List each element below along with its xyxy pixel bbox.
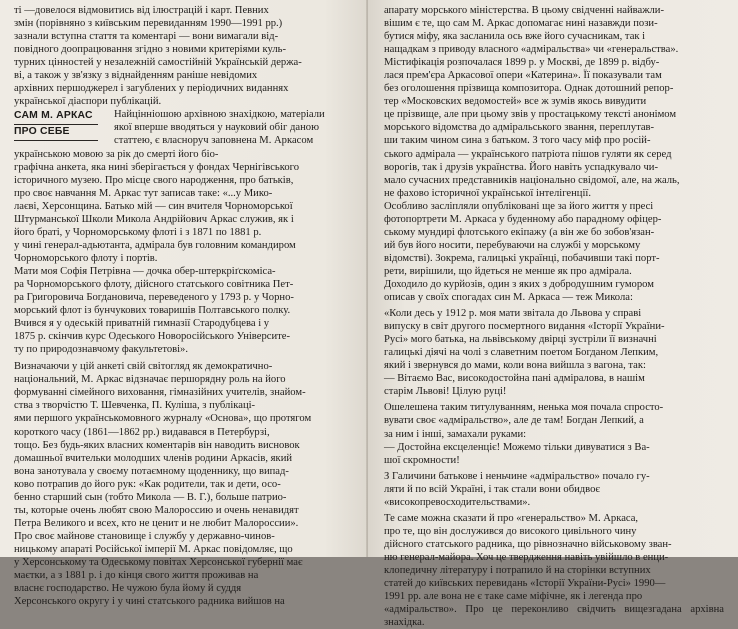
text-line: власнє господарство. Не чужою була йому й суддя xyxy=(14,583,242,595)
heading-rule xyxy=(14,140,98,141)
text-line: турних цінностей у незалежній самостійній Українській держа- xyxy=(14,57,302,69)
text-line: української діаспори публікацій. xyxy=(14,96,162,108)
worldview-paragraph xyxy=(14,360,354,530)
text-line: ра Чорноморського флоту, дійсного статського совітника Пет- xyxy=(14,278,294,290)
text-line: ши таким чином сина з батьком. З того часу міф про росій- xyxy=(384,135,651,147)
text-line: випуску в світ другого посмертного видання «Історії України- xyxy=(384,321,665,333)
text-line: ві, а також у зв'язку з віднайденням раніше невідомих xyxy=(14,70,258,82)
text-line: який і звернувся до мами, коли вона вийшла з вагона, так: xyxy=(384,360,646,372)
text-line: ту по природознавчому факультетові». xyxy=(14,344,189,356)
text-line: ты, которые очень любят свою Малороссию и очень ненавидят xyxy=(14,504,299,516)
text-line: нащадкам з приводу власного «адміральства» чи «генеральства». xyxy=(384,44,679,56)
photo-paragraph xyxy=(384,200,724,304)
section-heading-line: САМ М. АРКАС xyxy=(14,110,93,122)
text-line: рети, вирішили, що йдеться не менше як про адмірала. xyxy=(384,265,632,277)
ministry-paragraph xyxy=(384,4,724,56)
text-line: морський флот із бунчукових товаришів Полтавського полку. xyxy=(14,305,291,317)
text-line: Про своє майнове становище і службу у державно-чинов- xyxy=(14,530,275,542)
text-line: не фахово історичної української інтелігенції. xyxy=(384,187,591,199)
text-line: домашньої вчительки молодших членів родини Аркасів, який xyxy=(14,452,293,464)
text-line: Те саме можна сказати й про «генеральство» М. Аркаса, xyxy=(384,512,639,524)
text-line: «Коли десь у 1912 р. моя мати звітала до Львова у справі xyxy=(384,308,642,320)
text-line: змін (порівняно з київським перевиданням 1990—1991 рр.) xyxy=(14,18,283,30)
text-line: ню генерал-майора. Хоч це твердження навіть увійшло в енци- xyxy=(384,551,669,563)
text-line: ті —довелося відмовитись від ілюстрацій і карт. Певних xyxy=(14,5,269,16)
text-line: про те, що він дослужився до високого цивільного чину xyxy=(384,525,637,537)
text-line: повідного доопрацювання згідно з новими критеріями куль- xyxy=(14,44,286,56)
text-line: українською мовою за рік до смерті його біо- xyxy=(14,148,219,160)
section-block xyxy=(14,108,354,265)
text-line: Мати моя Софія Петрівна — дочка обер-штеркріґскоміса- xyxy=(14,265,276,277)
text-line: відомстві). Зокрема, галицькі українці, побачивши такі порт- xyxy=(384,252,660,264)
text-line: клопедичну літературу і потрапило й на сторінки вступних xyxy=(384,564,651,576)
text-line: вувати своє «адміральство», але де там! Богдан Лепкий, а xyxy=(384,415,644,427)
section-heading xyxy=(14,108,106,141)
text-line: фотопортрети М. Аркаса у буденному або парадному офіцер- xyxy=(384,213,662,225)
text-line: бенно старший сын (тобто Микола — В. Г.), больше патрио- xyxy=(14,491,287,503)
text-line: лаєві, Херсонщина. Батько мій — син вчителя Чорноморської xyxy=(14,200,293,212)
text-line: зазнали вступна стаття та коментарі — вони вимагали від- xyxy=(14,31,279,43)
text-line: Доходило до курйозів, один з яких з добродушним гумором xyxy=(384,278,654,290)
text-line: апарату морського міністерства. В цьому свідченні найважли- xyxy=(384,5,665,16)
text-line: ства з творчістю Т. Шевченка, П. Куліша, з публікаці- xyxy=(14,400,256,412)
text-line: Петра Великого и всех, кто не ценит и не любит Малороссии». xyxy=(14,517,299,529)
text-line: — Достойна ексцеленціє! Можемо тільки дивуватися з Ва- xyxy=(384,441,650,453)
text-line: короткого часу (1861—1862 рр.) видавався в Петербурзі, xyxy=(14,426,270,438)
text-line: Вчився я у одеській приватній гимназії Стародубцева і у xyxy=(14,318,270,330)
text-line: бутися міфу, яка засланила ось вже його сучасникам, так і xyxy=(384,31,646,43)
text-line: ра Григоровича Богдановича, переведеного у 1793 р. у Чорно- xyxy=(14,292,294,304)
text-line: старім Львові! Цілую руці! xyxy=(384,386,507,398)
service-paragraph xyxy=(14,530,354,608)
text-line: шої скромности! xyxy=(384,454,460,466)
text-line: Містифікація розпочалася 1899 р. у Москві, де 1899 р. відбу- xyxy=(384,57,660,69)
text-line: Русі» мого батька, на львівському двірці зустріли її визначні xyxy=(384,334,657,346)
text-line: за ним і інші, замахали руками: xyxy=(384,428,527,440)
text-line: статей до київських перевидань «Історії України-Русі» 1990— xyxy=(384,578,666,590)
text-line: «високопревосходительствами». xyxy=(384,496,531,508)
text-line: Чорноморського флоту і портів. xyxy=(14,252,158,264)
text-line: ворогів, так і друзів українства. Його навіть успадкувало чи- xyxy=(384,161,658,173)
text-line: у Херсонському та Одеському повітах Херсонської губернії має xyxy=(14,556,303,568)
text-line: це прізвище, але при цьому звів у простацькому тексті анонімом xyxy=(384,109,677,121)
text-line: вона занотувала у своєму потаємному щоденнику, що випад- xyxy=(14,465,289,477)
text-line: маєтки, а з 1881 р. і до кінця свого життя проживав на xyxy=(14,570,259,582)
text-line: тер «Московских ведомостей» все ж зумів якось вивудити xyxy=(384,96,647,108)
text-line: Штурманської Школи Микола Андрійович Аркас служив, як і xyxy=(14,213,294,225)
quote-paragraph xyxy=(384,307,724,398)
text-line: дійсного статського радника, що рівнозначно військовому зван- xyxy=(384,538,672,550)
text-line: Найцінніошою архівною знахідкою, матеріали xyxy=(114,109,325,121)
text-line: 1875 р. скінчив курс Одеського Новоросійського Університе- xyxy=(14,331,290,343)
text-line: національний, М. Аркас відзначає першорядну роль на його xyxy=(14,374,286,386)
text-line: ями першого українськомовного журналу «Основа», що протягом xyxy=(14,413,312,425)
text-line: Херсонського округу і у чині статського радника вийшов на xyxy=(14,596,285,608)
general-paragraph xyxy=(384,512,724,629)
galicia-paragraph xyxy=(384,470,724,509)
text-line: якої вперше вводяться у науковий обіг даною xyxy=(114,122,319,134)
text-line: вішим є те, що сам М. Аркас допомагає нині назавжди пози- xyxy=(384,18,658,30)
text-line: — Вітаємо Вас, високодостойна пані адміралова, в нашім xyxy=(384,373,645,385)
mother-paragraph xyxy=(14,265,354,356)
intro-paragraph xyxy=(14,4,354,108)
text-line: без оголошення прізвища композитора. Однак дотошний репор- xyxy=(384,83,674,95)
text-line: формуванні сімейного виховання, гімназійних учителів, знайом- xyxy=(14,387,306,399)
text-line: «адміральство». Про це переконливо свідчить вищезгадана архівна знахідка. xyxy=(384,604,724,629)
text-line: ляти й по всій Україні, і так стали вони обидвоє xyxy=(384,483,600,495)
text-line: ий був його носити, перебуваючи на службі у морському xyxy=(384,239,641,251)
text-line: у чині генерал-адьютанта, адмірала був головним командиром xyxy=(14,239,296,251)
text-line: ського адмірала — українського патріота пішов гуляти як серед xyxy=(384,148,672,160)
section-heading-line: ПРО СЕБЕ xyxy=(14,126,70,138)
text-line: ницькому апараті Російської імперії М. Аркас повідомляє, що xyxy=(14,543,293,555)
text-line: ському мундирі флотського екіпажу (а він же бо зобов'язан- xyxy=(384,226,655,238)
text-line: лася прем'єра Аркасової опери «Катерина». Її показували там xyxy=(384,70,662,82)
text-line: архівних першоджерел і загублених у періодичних виданнях xyxy=(14,83,289,95)
text-line: описав у своїх спогадах син М. Аркаса — теж Микола: xyxy=(384,292,633,304)
text-line: історичного музею. Про місце свого народження, про батьків, xyxy=(14,174,294,186)
text-line: 1991 рр. але вона не є таке саме міфічне, як і легенда про xyxy=(384,591,643,603)
confused-paragraph xyxy=(384,401,724,466)
text-line: мало сучасних представників національно свідомої, але, на жаль, xyxy=(384,174,680,186)
text-line: Визначаючи у цій анкеті свій світогляд як демократично- xyxy=(14,361,273,373)
text-line: З Галичини батькове і неньчине «адміральство» почало гу- xyxy=(384,470,650,482)
left-page xyxy=(0,0,368,608)
mystification-paragraph xyxy=(384,56,724,200)
text-line: галицькі діячі на чолі з славетним поетом Богданом Лепким, xyxy=(384,347,659,359)
text-line: графічна анкета, яка нині зберігається у фондах Чернігівського xyxy=(14,161,300,173)
text-line: статтею, є власноруч заповнена М. Аркасом xyxy=(114,135,314,147)
text-line: ково потрапив до його рук: «Как родители, так и дети, осо- xyxy=(14,478,281,490)
text-line: про своє навчання М. Аркас тут записав таке: «...у Мико- xyxy=(14,187,273,199)
text-line: Особливо засліпляли опубліковані ще за його життя у пресі xyxy=(384,200,654,212)
right-page xyxy=(368,0,738,629)
text-line: морського відомства до адміральського звання, переплутав- xyxy=(384,122,655,134)
text-line: його браті, у Чорноморському флоті і з 1871 по 1881 р. xyxy=(14,226,262,238)
text-line: тощо. Без будь-яких власних коментарів він наводить висновок xyxy=(14,439,300,451)
text-line: Ошелешена таким титулуванням, ненька моя почала спросто- xyxy=(384,402,664,414)
